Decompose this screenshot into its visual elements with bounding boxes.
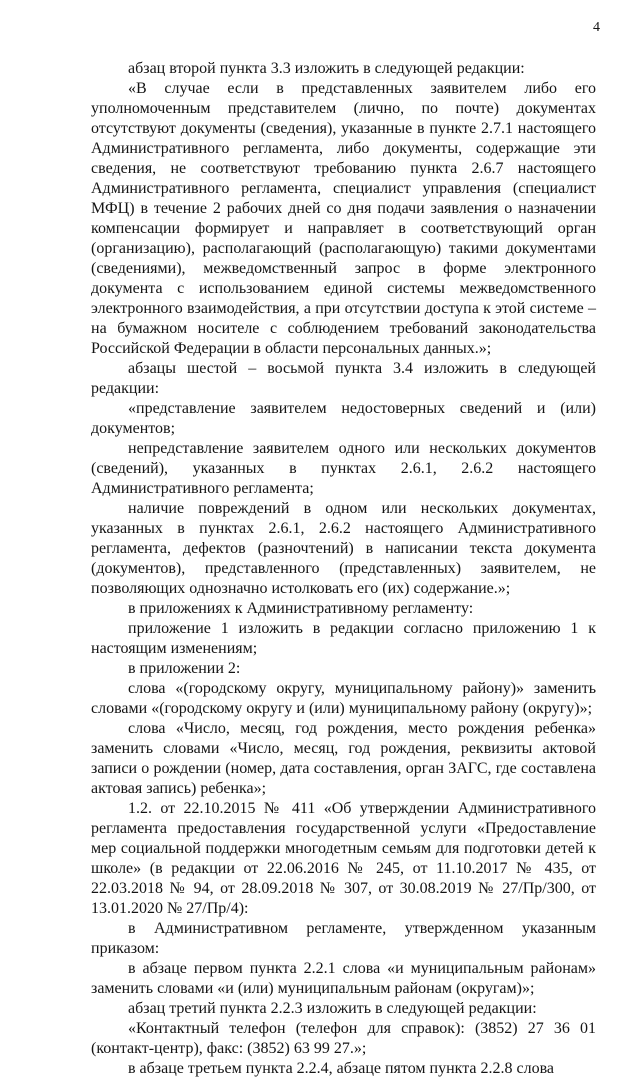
- paragraph-7: в приложениях к Административному регламенту:: [128, 600, 474, 617]
- paragraph-15: абзац третий пункта 2.2.3 изложить в следующей редакции:: [128, 1000, 537, 1017]
- paragraph-16: «Контактный телефон (телефон для справок): (3852) 27 36 01 (контакт-центр), факс: (3852) 63 99 27.»;: [91, 1020, 596, 1057]
- page-number: 4: [593, 20, 600, 35]
- paragraph-17: в абзаце третьем пункта 2.2.4, абзаце пятом пункта 2.2.8 слова: [128, 1060, 555, 1077]
- paragraph-10: слова «(городскому округу, муниципальному району)» заменить словами «(городскому округу и (или) муниципальному району (округу)»;: [91, 680, 596, 717]
- paragraph-3: абзацы шестой – восьмой пункта 3.4 изложить в следующей редакции:: [91, 360, 596, 397]
- paragraph-1: абзац второй пункта 3.3 изложить в следующей редакции:: [128, 60, 525, 77]
- paragraph-12: 1.2. от 22.10.2015 № 411 «Об утверждении Административного регламента предоставления государственной услуги «Предоставление мер социальной поддержки многодетным семьям для подготовки детей к школе» (в редакции от 22.06.2016 № 245, от 11.10.2017 № 435, от 22.03.2018 № 94, от 28.09.2018 № 307, от 30.08.2019 № 27/Пр/300, от 13.01.2020 № 27/Пр/4):: [91, 800, 596, 917]
- document-body: [91, 59, 596, 1079]
- paragraph-4: «представление заявителем недостоверных сведений и (или) документов;: [91, 400, 596, 437]
- paragraph-11: слова «Число, месяц, год рождения, место рождения ребенка» заменить словами «Число, месяц, год рождения, реквизиты актовой записи о рождении (номер, дата составления, орган ЗАГС, где составлена актовая запись) ребенка»;: [91, 720, 596, 797]
- paragraph-6: наличие повреждений в одном или нескольких документах, указанных в пунктах 2.6.1, 2.6.2 настоящего Административного регламента, дефектов (разночтений) в написании текста документа (документов), представленного (представленных) заявителем, не позволяющих однозначно истолковать его (их) содержание.»;: [91, 500, 596, 597]
- paragraph-13: в Административном регламенте, утвержденном указанным приказом:: [91, 920, 596, 957]
- paragraph-14: в абзаце первом пункта 2.2.1 слова «и муниципальным районам» заменить словами «и (или) муниципальным районам (округам)»;: [91, 960, 596, 997]
- paragraph-2: «В случае если в представленных заявителем либо его уполномоченным представителем (лично, по почте) документах отсутствуют документы (сведения), указанные в пункте 2.7.1 настоящего Административного регламента, либо документы, содержащие эти сведения, не соответствуют требованию пункта 2.6.7 настоящего Административного регламента, специалист управления (специалист МФЦ) в течение 2 рабочих дней со дня подачи заявления о назначении компенсации формирует и направляет в соответствующий орган (организацию), располагающий (располагающую) такими документами (сведениями), межведомственный запрос в форме электронного документа с использованием единой системы межведомственного электронного взаимодействия, а при отсутствии доступа к этой системе – на бумажном носителе с соблюдением требований законодательства Российской Федерации в области персональных данных.»;: [91, 80, 596, 357]
- paragraph-8: приложение 1 изложить в редакции согласно приложению 1 к настоящим изменениям;: [91, 620, 596, 657]
- paragraph-9: в приложении 2:: [128, 660, 241, 677]
- paragraph-5: непредставление заявителем одного или нескольких документов (сведений), указанных в пунктах 2.6.1, 2.6.2 настоящего Административного регламента;: [91, 440, 596, 497]
